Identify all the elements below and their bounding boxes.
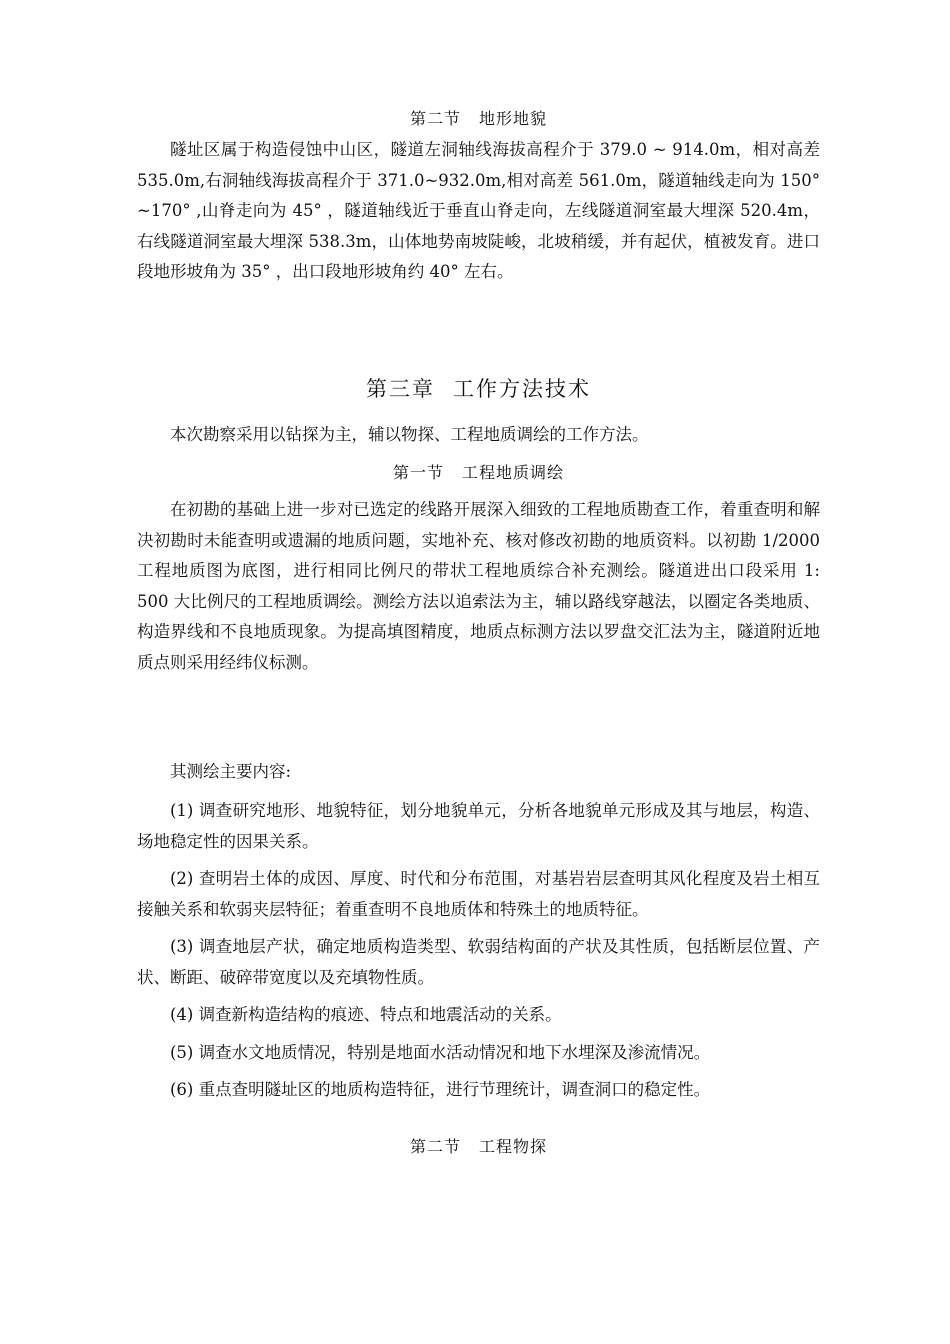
section-title: 工程地质调绘 <box>462 463 565 482</box>
list-item: (2) 查明岩土体的成因、厚度、时代和分布范围，对基岩岩层查明其风化程度及岩土相互接触关系和软弱夹层特征；着重查明不良地质体和特殊土的地质特征。 <box>137 869 820 919</box>
section-title: 工程物探 <box>479 1137 548 1156</box>
section-title: 地形地貌 <box>479 109 548 128</box>
chapter-heading <box>137 373 820 403</box>
section-heading-terrain <box>137 106 820 129</box>
survey-paragraph: 在初勘的基础上进一步对已选定的线路开展深入细致的工程地质勘查工作，着重查明和解决初勘时未能查明或遗漏的地质问题，实地补充、核对修改初勘的地质资料。以初勘 1/2000 工程地质图为底图，进行相同比例尺的带状工程地质综合补充测绘。隧道进出口段采用 1: 500 大比例尺的工程地质调绘。测绘方法以追索法为主，辅以路线穿越法，以圈定各类地质、构造界线和不良地质现象。为提高填图精度，地质点标测方法以罗盘交汇法为主，隧道附近地质点则采用经纬仪标测。 <box>137 500 820 672</box>
chapter-number: 第三章 <box>366 377 435 401</box>
list-item: (5) 调查水文地质情况，特别是地面水活动情况和地下水埋深及渗流情况。 <box>170 1042 711 1062</box>
survey-items-list <box>137 796 820 1106</box>
terrain-paragraph: 隧址区属于构造侵蚀中山区，隧道左洞轴线海拔高程介于 379.0 ~ 914.0m，相对高差 535.0m,右洞轴线海拔高程介于 371.0~932.0m,相对高差 561.0m，隧道轴线走向为 150° ~170° ,山脊走向为 45° ，隧道轴线近于垂直山脊走向，左线隧道洞室最大埋深 520.4m，右线隧道洞室最大埋深 538.3m，山体地势南坡陡峻，北坡稍缓，并有起伏，植被发育。进口段地形坡角为 35° ，出口段地形坡角约 40° 左右。 <box>137 140 820 281</box>
list-item: (4) 调查新构造结构的痕迹、特点和地震活动的关系。 <box>170 1005 562 1024</box>
section-number: 第一节 <box>392 463 444 482</box>
section-number: 第二节 <box>409 1137 461 1156</box>
list-item: (3) 调查地层产状，确定地质构造类型、软弱结构面的产状及其性质，包括断层位置、产状、断距、破碎带宽度以及充填物性质。 <box>137 937 820 987</box>
list-item: (1) 调查研究地形、地貌特征，划分地貌单元，分析各地貌单元形成及其与地层，构造、场地稳定性的因果关系。 <box>137 801 820 851</box>
chapter-intro: 本次勘察采用以钻探为主，辅以物探、工程地质调绘的工作方法。 <box>170 425 649 444</box>
terrain-paragraph-block <box>137 135 820 288</box>
survey-paragraph-block <box>137 495 820 678</box>
section-heading-geophysics <box>137 1134 820 1157</box>
section-number: 第二节 <box>409 109 461 128</box>
section-heading-survey <box>137 460 820 483</box>
chapter-title: 工作方法技术 <box>453 377 591 401</box>
list-intro: 其测绘主要内容: <box>170 762 292 781</box>
list-item: (6) 重点查明隧址区的地质构造特征，进行节理统计，调查洞口的稳定性。 <box>170 1080 711 1099</box>
